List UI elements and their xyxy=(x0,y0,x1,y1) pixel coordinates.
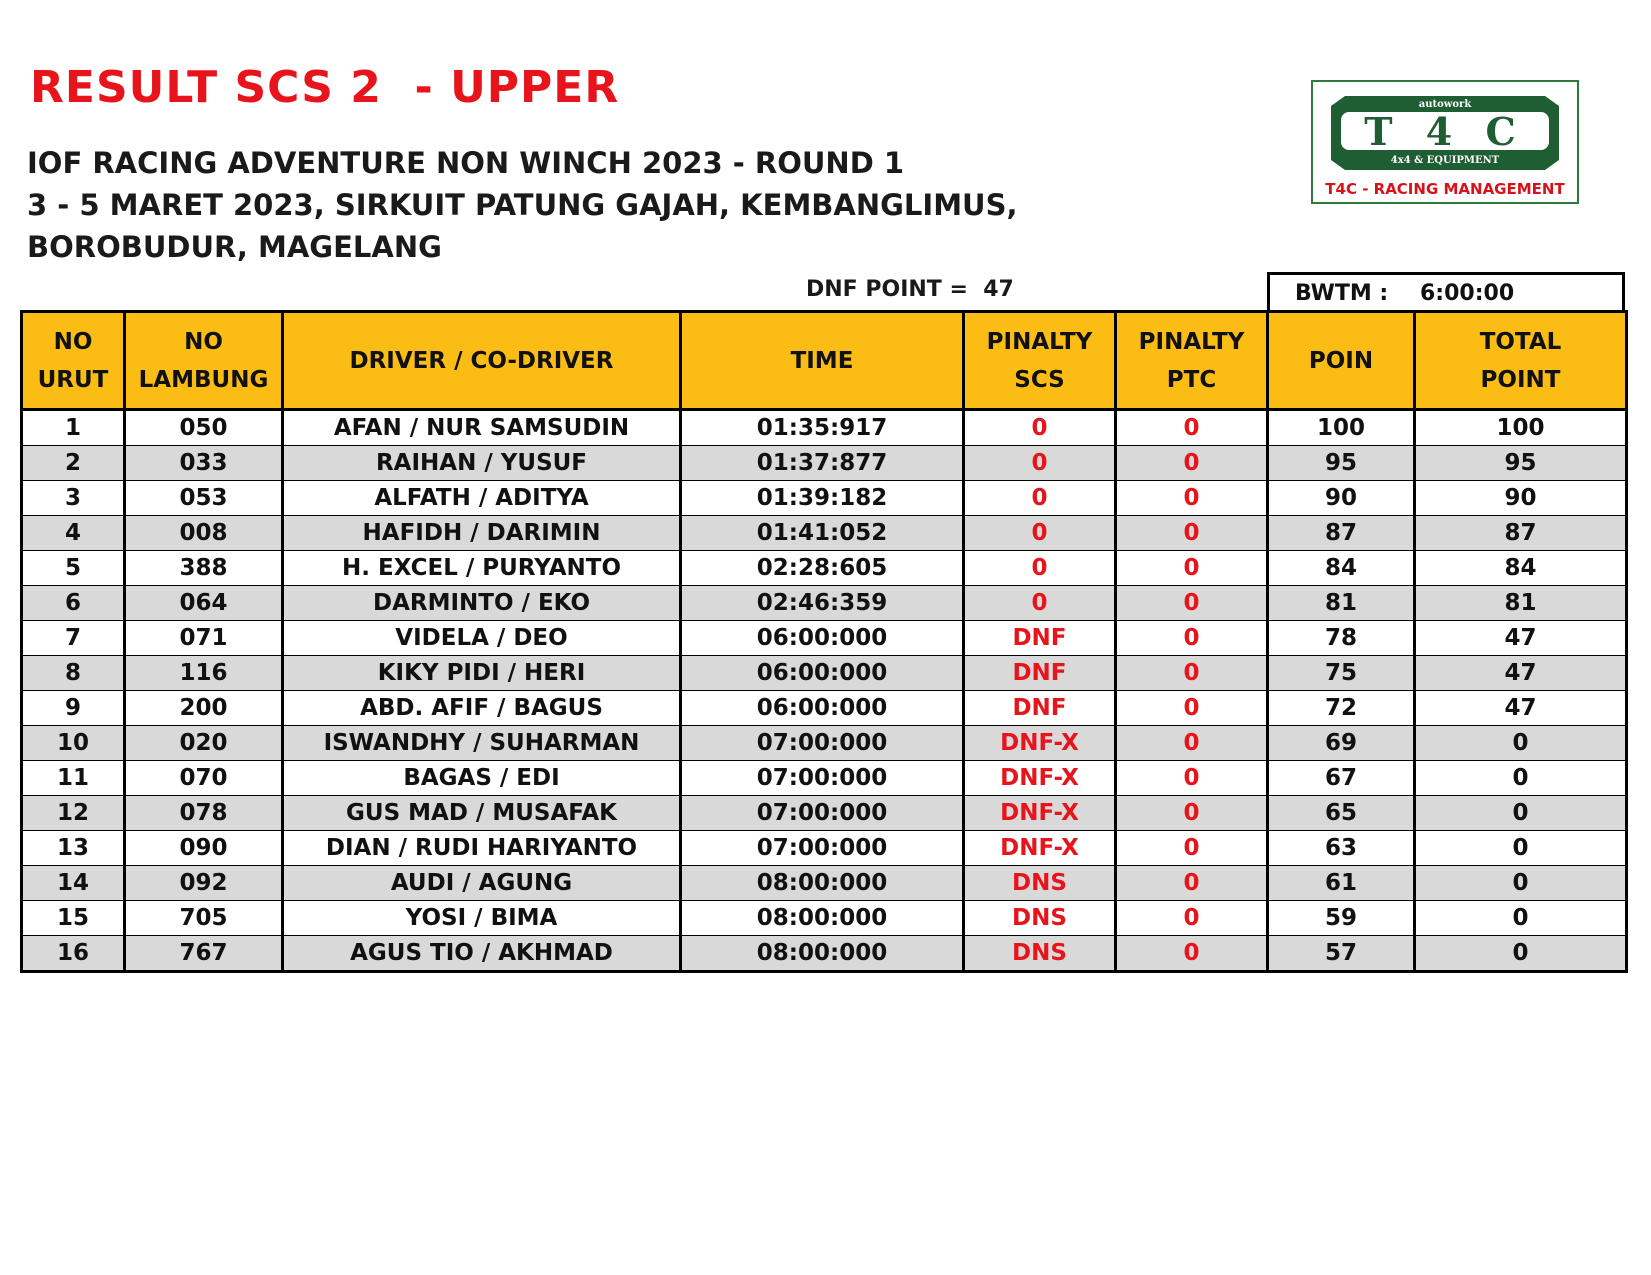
cell-poin: 87 xyxy=(1268,516,1415,551)
cell-total-point: 0 xyxy=(1415,761,1627,796)
cell-pinalty-scs: DNS xyxy=(964,901,1116,936)
cell-poin: 78 xyxy=(1268,621,1415,656)
table-header-row xyxy=(22,312,1627,410)
col-pinalty-ptc-header xyxy=(1116,312,1268,410)
table-row xyxy=(22,866,1627,901)
cell-no-lambung: 116 xyxy=(125,656,283,691)
header-line: PINALTY xyxy=(986,328,1093,355)
cell-total-point: 90 xyxy=(1415,481,1627,516)
cell-total-point: 47 xyxy=(1415,656,1627,691)
header-line: NO xyxy=(184,328,223,355)
cell-poin: 100 xyxy=(1268,410,1415,446)
cell-no-lambung: 050 xyxy=(125,410,283,446)
logo-top-text: autowork xyxy=(1418,99,1472,110)
col-pinalty-scs-header xyxy=(964,312,1116,410)
cell-no-urut: 11 xyxy=(22,761,125,796)
cell-poin: 95 xyxy=(1268,446,1415,481)
cell-driver: AFAN / NUR SAMSUDIN xyxy=(283,410,681,446)
cell-total-point: 81 xyxy=(1415,586,1627,621)
cell-poin: 75 xyxy=(1268,656,1415,691)
cell-total-point: 100 xyxy=(1415,410,1627,446)
table-row xyxy=(22,551,1627,586)
cell-pinalty-scs: 0 xyxy=(964,586,1116,621)
cell-total-point: 87 xyxy=(1415,516,1627,551)
table-row xyxy=(22,936,1627,972)
cell-pinalty-ptc: 0 xyxy=(1116,726,1268,761)
cell-time: 08:00:000 xyxy=(681,866,964,901)
header-line: LAMBUNG xyxy=(138,366,269,393)
t4c-logo xyxy=(1311,80,1579,204)
cell-pinalty-ptc: 0 xyxy=(1116,866,1268,901)
col-driver-header xyxy=(283,312,681,410)
cell-no-urut: 8 xyxy=(22,656,125,691)
cell-total-point: 95 xyxy=(1415,446,1627,481)
col-no-urut-header xyxy=(22,312,125,410)
header-line: NO xyxy=(53,328,93,355)
cell-total-point: 0 xyxy=(1415,796,1627,831)
col-poin-header xyxy=(1268,312,1415,410)
bwtm-value: 6:00:00 xyxy=(1420,281,1515,306)
header-line: TOTAL xyxy=(1479,328,1562,355)
cell-total-point: 47 xyxy=(1415,621,1627,656)
cell-no-urut: 9 xyxy=(22,691,125,726)
cell-no-urut: 4 xyxy=(22,516,125,551)
table-row xyxy=(22,656,1627,691)
cell-pinalty-ptc: 0 xyxy=(1116,410,1268,446)
cell-pinalty-scs: DNS xyxy=(964,866,1116,901)
results-table xyxy=(20,310,1628,973)
cell-pinalty-scs: 0 xyxy=(964,446,1116,481)
header-line: TIME xyxy=(790,347,854,374)
cell-no-urut: 1 xyxy=(22,410,125,446)
cell-total-point: 0 xyxy=(1415,936,1627,972)
results-body xyxy=(22,410,1627,972)
cell-poin: 72 xyxy=(1268,691,1415,726)
cell-poin: 69 xyxy=(1268,726,1415,761)
table-row xyxy=(22,621,1627,656)
cell-no-urut: 15 xyxy=(22,901,125,936)
cell-no-lambung: 053 xyxy=(125,481,283,516)
cell-time: 01:35:917 xyxy=(681,410,964,446)
cell-no-lambung: 705 xyxy=(125,901,283,936)
cell-driver: ABD. AFIF / BAGUS xyxy=(283,691,681,726)
cell-driver: KIKY PIDI / HERI xyxy=(283,656,681,691)
table-row xyxy=(22,831,1627,866)
cell-pinalty-ptc: 0 xyxy=(1116,901,1268,936)
cell-time: 07:00:000 xyxy=(681,831,964,866)
cell-no-lambung: 064 xyxy=(125,586,283,621)
cell-poin: 84 xyxy=(1268,551,1415,586)
cell-no-lambung: 071 xyxy=(125,621,283,656)
cell-total-point: 0 xyxy=(1415,866,1627,901)
table-row xyxy=(22,410,1627,446)
cell-pinalty-ptc: 0 xyxy=(1116,551,1268,586)
cell-driver: ISWANDHY / SUHARMAN xyxy=(283,726,681,761)
cell-no-urut: 2 xyxy=(22,446,125,481)
col-total-point-header xyxy=(1415,312,1627,410)
cell-time: 08:00:000 xyxy=(681,936,964,972)
table-row xyxy=(22,796,1627,831)
cell-pinalty-scs: 0 xyxy=(964,516,1116,551)
cell-driver: ALFATH / ADITYA xyxy=(283,481,681,516)
cell-no-urut: 16 xyxy=(22,936,125,972)
cell-poin: 67 xyxy=(1268,761,1415,796)
cell-total-point: 47 xyxy=(1415,691,1627,726)
cell-pinalty-ptc: 0 xyxy=(1116,761,1268,796)
bwtm-box xyxy=(1267,272,1625,312)
cell-driver: HAFIDH / DARIMIN xyxy=(283,516,681,551)
logo-caption: T4C - RACING MANAGEMENT xyxy=(1325,180,1565,198)
cell-no-urut: 12 xyxy=(22,796,125,831)
cell-no-lambung: 008 xyxy=(125,516,283,551)
cell-pinalty-ptc: 0 xyxy=(1116,516,1268,551)
cell-pinalty-scs: DNF-X xyxy=(964,761,1116,796)
cell-pinalty-ptc: 0 xyxy=(1116,796,1268,831)
event-location: BOROBUDUR, MAGELANG xyxy=(27,230,442,264)
cell-pinalty-ptc: 0 xyxy=(1116,446,1268,481)
cell-driver: DARMINTO / EKO xyxy=(283,586,681,621)
cell-time: 01:39:182 xyxy=(681,481,964,516)
event-date-venue: 3 - 5 MARET 2023, SIRKUIT PATUNG GAJAH, KEMBANGLIMUS, xyxy=(27,188,1018,222)
cell-no-urut: 7 xyxy=(22,621,125,656)
cell-time: 02:28:605 xyxy=(681,551,964,586)
header-line: PTC xyxy=(1166,366,1217,393)
cell-no-urut: 6 xyxy=(22,586,125,621)
cell-time: 07:00:000 xyxy=(681,726,964,761)
cell-no-urut: 3 xyxy=(22,481,125,516)
cell-pinalty-ptc: 0 xyxy=(1116,656,1268,691)
bwtm-label: BWTM : xyxy=(1295,281,1389,306)
cell-driver: YOSI / BIMA xyxy=(283,901,681,936)
cell-total-point: 0 xyxy=(1415,726,1627,761)
table-row xyxy=(22,481,1627,516)
cell-pinalty-scs: 0 xyxy=(964,481,1116,516)
header-line: PINALTY xyxy=(1138,328,1245,355)
cell-driver: H. EXCEL / PURYANTO xyxy=(283,551,681,586)
cell-no-lambung: 070 xyxy=(125,761,283,796)
cell-pinalty-scs: 0 xyxy=(964,410,1116,446)
cell-pinalty-scs: DNF xyxy=(964,691,1116,726)
table-row xyxy=(22,691,1627,726)
cell-pinalty-scs: DNS xyxy=(964,936,1116,972)
cell-total-point: 0 xyxy=(1415,831,1627,866)
header-line: POINT xyxy=(1480,366,1561,393)
cell-poin: 65 xyxy=(1268,796,1415,831)
cell-poin: 59 xyxy=(1268,901,1415,936)
cell-no-lambung: 092 xyxy=(125,866,283,901)
cell-pinalty-scs: DNF xyxy=(964,621,1116,656)
cell-pinalty-scs: DNF-X xyxy=(964,726,1116,761)
cell-driver: AUDI / AGUNG xyxy=(283,866,681,901)
cell-no-lambung: 033 xyxy=(125,446,283,481)
cell-driver: AGUS TIO / AKHMAD xyxy=(283,936,681,972)
cell-no-lambung: 767 xyxy=(125,936,283,972)
cell-no-lambung: 020 xyxy=(125,726,283,761)
t4c-logo-emblem xyxy=(1313,82,1577,180)
cell-no-urut: 13 xyxy=(22,831,125,866)
cell-no-lambung: 388 xyxy=(125,551,283,586)
cell-time: 08:00:000 xyxy=(681,901,964,936)
cell-poin: 57 xyxy=(1268,936,1415,972)
cell-pinalty-ptc: 0 xyxy=(1116,621,1268,656)
cell-pinalty-scs: DNF-X xyxy=(964,796,1116,831)
cell-poin: 61 xyxy=(1268,866,1415,901)
cell-time: 07:00:000 xyxy=(681,761,964,796)
cell-pinalty-ptc: 0 xyxy=(1116,691,1268,726)
cell-time: 06:00:000 xyxy=(681,621,964,656)
cell-pinalty-ptc: 0 xyxy=(1116,936,1268,972)
table-row xyxy=(22,446,1627,481)
cell-driver: RAIHAN / YUSUF xyxy=(283,446,681,481)
cell-no-lambung: 078 xyxy=(125,796,283,831)
table-row xyxy=(22,586,1627,621)
col-no-lambung-header xyxy=(125,312,283,410)
header-line: POIN xyxy=(1308,347,1374,374)
cell-time: 02:46:359 xyxy=(681,586,964,621)
logo-bottom-text: 4x4 & EQUIPMENT xyxy=(1390,155,1500,166)
cell-time: 06:00:000 xyxy=(681,656,964,691)
cell-driver: DIAN / RUDI HARIYANTO xyxy=(283,831,681,866)
table-row xyxy=(22,516,1627,551)
cell-time: 01:41:052 xyxy=(681,516,964,551)
cell-pinalty-scs: DNF-X xyxy=(964,831,1116,866)
cell-time: 07:00:000 xyxy=(681,796,964,831)
table-row xyxy=(22,901,1627,936)
page-title: RESULT SCS 2 - UPPER xyxy=(30,62,620,113)
cell-poin: 81 xyxy=(1268,586,1415,621)
header-line: SCS xyxy=(1014,366,1065,393)
cell-pinalty-ptc: 0 xyxy=(1116,481,1268,516)
table-row xyxy=(22,761,1627,796)
cell-poin: 63 xyxy=(1268,831,1415,866)
cell-driver: GUS MAD / MUSAFAK xyxy=(283,796,681,831)
cell-driver: VIDELA / DEO xyxy=(283,621,681,656)
dnf-point-label: DNF POINT = 47 xyxy=(806,277,1014,302)
table-row xyxy=(22,726,1627,761)
cell-time: 01:37:877 xyxy=(681,446,964,481)
cell-total-point: 0 xyxy=(1415,901,1627,936)
cell-pinalty-scs: DNF xyxy=(964,656,1116,691)
cell-time: 06:00:000 xyxy=(681,691,964,726)
cell-pinalty-ptc: 0 xyxy=(1116,586,1268,621)
cell-total-point: 84 xyxy=(1415,551,1627,586)
cell-no-urut: 5 xyxy=(22,551,125,586)
header-line: DRIVER / CO-DRIVER xyxy=(349,347,614,374)
cell-poin: 90 xyxy=(1268,481,1415,516)
cell-no-urut: 10 xyxy=(22,726,125,761)
logo-main-text: T 4 C xyxy=(1364,109,1526,154)
cell-no-lambung: 090 xyxy=(125,831,283,866)
cell-no-urut: 14 xyxy=(22,866,125,901)
event-name: IOF RACING ADVENTURE NON WINCH 2023 - ROUND 1 xyxy=(27,146,905,180)
cell-pinalty-scs: 0 xyxy=(964,551,1116,586)
header-line: URUT xyxy=(37,366,109,393)
col-time-header xyxy=(681,312,964,410)
cell-pinalty-ptc: 0 xyxy=(1116,831,1268,866)
cell-driver: BAGAS / EDI xyxy=(283,761,681,796)
cell-no-lambung: 200 xyxy=(125,691,283,726)
